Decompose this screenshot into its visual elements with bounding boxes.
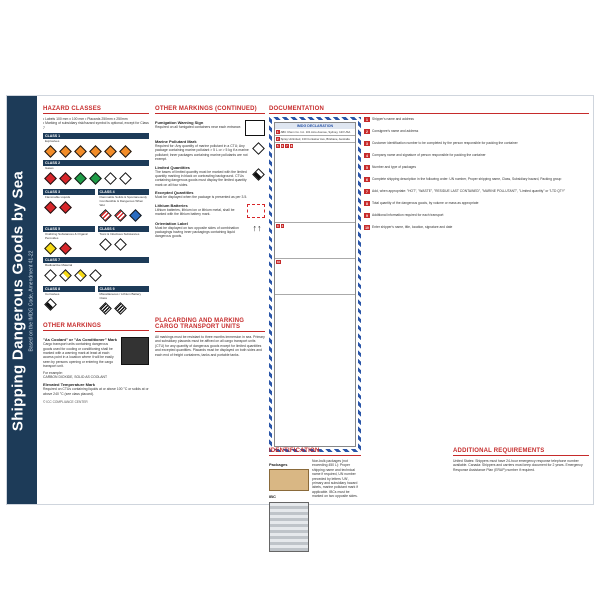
title-spine (7, 96, 37, 504)
coolant-mark-text: Cargo transport units containing dangerous goods used for cooling or conditioning shall be marked with a warning mark at least at each access point in a location where it will be easily seen by persons opening or entering the cargo transport unit. (43, 342, 114, 369)
example-label: For example: (43, 370, 63, 375)
class-9-block (98, 286, 150, 317)
identification-heading: IDENTIFICATION (269, 448, 361, 456)
class-7-note: Radioactive Material (45, 263, 73, 268)
imdg-declaration-form (269, 117, 361, 452)
class-2-label: CLASS 2 (43, 160, 149, 166)
hazard-classes-section (43, 106, 149, 404)
doc-step: 4 Company name and signature of person responsible for packing the container (364, 153, 589, 158)
class-5-block (43, 226, 95, 257)
additional-requirements-text: United States: Shippers must have 24-hour emergency response telephone number available. Canada: Shippers and carriers must keep document for 2 years. Emergency Response Assistance Plan (ERAP) number if required. (453, 459, 583, 472)
lithium-batteries-text: Lithium batteries, lithium ion or lithium metal, shall be marked with the lithium battery mark. (155, 207, 235, 217)
packages-label: Packages (269, 462, 288, 467)
flammable-solid-icon (99, 209, 112, 222)
class-1-label: CLASS 1 (43, 133, 149, 139)
fumigation-title: Fumigation Warning Sign (155, 120, 204, 125)
identification-text: Non-bulk packages (not exceeding 450 L): Proper shipping name and technical name if required, UN number preceded by letters 'UN', primary and subsidiary hazard labels, marine pollutant mark if applicable. IBCs must be marked on two opposite sides. (312, 459, 358, 499)
footer-copyright: © ICC COMPLIANCE CENTER (43, 400, 88, 405)
class-8-label: CLASS 8 (43, 286, 95, 292)
class-5-label: CLASS 5 (43, 226, 95, 232)
hazard-intro-1: • Labels 100 mm x 100 mm • Placards 250mm x 250mm (43, 117, 128, 121)
reference-sheet (6, 95, 594, 505)
form-signature: 10 (275, 259, 355, 295)
doc-step: 10 Enter shipper's name, title, location, signature and date (365, 225, 453, 230)
marine-pollutant-icon (252, 142, 265, 155)
flammable-gas-icon (59, 172, 72, 185)
form-shipper: 1 ABC Chem Co. Inc. 101 Acre Avenue, Sydney, 123 USA (275, 129, 355, 136)
doc-step: 8 Total quantity of the dangerous goods, by volume or mass as appropriate (364, 201, 589, 206)
form-goods-description: 5 6 7 8 (275, 143, 355, 223)
dangerous-when-wet-icon (129, 209, 142, 222)
oxidizer-icon (44, 242, 57, 255)
class-9-note: Miscellaneous / Lithium Battery Class (99, 292, 142, 301)
fissile-icon (89, 269, 102, 282)
lithium-battery-mark-icon (247, 204, 265, 218)
explosive-icon (74, 145, 87, 158)
additional-requirements-section (453, 448, 589, 472)
form-consignee: 2 Spray Unlimited, 130 Container Ave, Brisbane, Australia (275, 136, 355, 143)
radioactive-icon (44, 269, 57, 282)
additional-requirements-heading: ADDITIONAL REQUIREMENTS (453, 448, 589, 456)
radioactive-icon (74, 269, 87, 282)
identification-section (269, 448, 361, 552)
flame-icon (59, 201, 72, 214)
hazard-intro-2: • Marking of subsidiary risk/hazard symbol is optional, except for Class 7 (43, 121, 149, 130)
marine-pollutant-text: Required for: Any quantity of marine pollutant in a CTU; Any package containing marine pollutant > 5 L or > 5 kg if a marine pollutant; Inner packages containing marine pollutants are not exempt. (155, 144, 249, 162)
lithium-battery-icon (114, 302, 127, 315)
other-markings-continued-section (155, 106, 265, 239)
elevated-temp-title: Elevated Temperature Mark (43, 382, 95, 388)
other-markings-continued-heading: OTHER MARKINGS (CONTINUED) (155, 106, 265, 114)
placarding-text: All markings must be resistant to three months immersion in sea. Primary and subsidiary placards must be affixed on all cargo transport units (CTU) for any quantity of dangerous goods except for limited quantities and excepted quantities. Placards must be displayed on both sides and each end of freight containers, tanks and portable tanks. (155, 335, 265, 357)
fumigation-text: Required on all fumigated containers near each entrance. (155, 125, 242, 129)
form-packing-certificate: 3 4 (275, 223, 355, 259)
explosive-icon (89, 145, 102, 158)
non-flammable-gas-icon (89, 172, 102, 185)
example-text: CARBON DIOXIDE, SOLID AS COOLANT (43, 375, 108, 380)
hazard-classes-heading: HAZARD CLASSES (43, 106, 149, 114)
doc-step: 6 Complete shipping description in the following order: UN number, Proper shipping name, Class, Subsidiary hazard, Packing group (364, 177, 589, 182)
organic-peroxide-icon (59, 242, 72, 255)
class-8-block (43, 286, 95, 317)
coolant-warning-mark (121, 337, 149, 365)
sheet-subtitle: Based on the IMDG Code, Amendment 41-22 (28, 250, 35, 352)
excepted-quantities-title: Excepted Quantities (155, 190, 194, 196)
coolant-mark-title: "As Coolant" or "As Conditioner" Mark (43, 337, 118, 343)
class-2-note: Gases (45, 166, 54, 171)
class-1-note: Explosives (45, 139, 60, 144)
documentation-heading: DOCUMENTATION (269, 106, 589, 114)
documentation-section (269, 106, 589, 452)
toxic-gas-icon (104, 172, 117, 185)
documentation-steps (364, 117, 589, 452)
doc-step: 3 Customer identification number to be completed by the person responsible for packing the container (364, 141, 589, 146)
biohazard-icon (114, 238, 127, 251)
doc-step: 7 Add, when appropriate: "HOT", "WASTE", "RESIDUE LAST CONTAINED", "MARINE POLLUTANT", "Limited quantity" or "LTD QTY" (364, 189, 589, 194)
class-3-block (43, 189, 95, 224)
explosive-icon (119, 145, 132, 158)
spontaneous-combustion-icon (114, 209, 127, 222)
flammable-gas-icon (44, 172, 57, 185)
fumigation-sign-icon (245, 120, 265, 136)
doc-step: 2 Consignee's name and address (364, 129, 589, 134)
class-3-note: Flammable Liquids (45, 195, 71, 200)
lithium-batteries-title: Lithium Batteries (155, 202, 188, 208)
other-markings-heading: OTHER MARKINGS (43, 323, 149, 331)
class-6-block (98, 226, 150, 257)
radioactive-icon (59, 269, 72, 282)
class-2-block (43, 160, 149, 187)
sheet-title: Shipping Dangerous Goods by Sea (9, 170, 27, 432)
form-title: IMDG DECLARATION (275, 123, 355, 129)
excepted-quantities-text: Must be displayed when the package is presented as per 3.5. (155, 195, 248, 200)
class-4-note: Flammable Solids & Spontaneously Combustible & Dangerous When Wet (99, 195, 147, 208)
class-1-block (43, 133, 149, 160)
ibc-illustration (269, 502, 309, 552)
class-3-label: CLASS 3 (43, 189, 95, 195)
placarding-section (155, 318, 265, 357)
ibc-label: IBC (269, 494, 276, 499)
explosive-icon (104, 145, 117, 158)
orientation-label-text: Must be displayed on two opposite sides of combination packagings having inner packagings containing liquid dangerous goods. (155, 225, 239, 239)
class-6-note: Toxic & Infectious Substances (99, 232, 140, 237)
explosive-icon (59, 145, 72, 158)
marine-pollutant-title: Marine Pollutant Mark (155, 139, 197, 144)
class-8-note: Corrosives (45, 292, 60, 297)
flame-icon (44, 201, 57, 214)
toxic-gas-icon (119, 172, 132, 185)
explosive-icon (44, 145, 57, 158)
doc-step: 5 Number and type of packages (364, 165, 589, 170)
package-illustration (269, 469, 309, 491)
limited-quantities-title: Limited Quantities (155, 164, 190, 170)
elevated-temp-text: Required on CTUs containing liquids at or above 100 °C or solids at or above 240 °C (see class placard). (43, 387, 149, 396)
orientation-arrows-icon: ↑↑ (252, 222, 262, 233)
class-9-label: CLASS 9 (98, 286, 150, 292)
corrosive-icon (44, 298, 57, 311)
class-5-note: Oxidizing Substances & Organic Peroxides (45, 232, 89, 241)
doc-step: 9 Additional information required for each transport (364, 213, 589, 218)
class-7-block (43, 257, 149, 284)
class-4-label: CLASS 4 (98, 189, 150, 195)
doc-step: 1 Shipper's name and address (364, 117, 589, 122)
class-6-label: CLASS 6 (98, 226, 150, 232)
class-7-label: CLASS 7 (43, 257, 149, 263)
limited-quantity-icon (252, 168, 265, 181)
class-4-block (98, 189, 150, 224)
miscellaneous-icon (99, 302, 112, 315)
placarding-heading: PLACARDING AND MARKING CARGO TRANSPORT UNITS (155, 318, 265, 332)
non-flammable-gas-icon (74, 172, 87, 185)
orientation-label-title: Orientation Label (155, 220, 188, 226)
limited-quantities-text: The bases of limited quantity must be marked with the limited quantity marking in black on contrasting background. CTUs containing dangerous goods must display the limited quantity mark on all four sides. (155, 169, 247, 187)
skull-icon (99, 238, 112, 251)
